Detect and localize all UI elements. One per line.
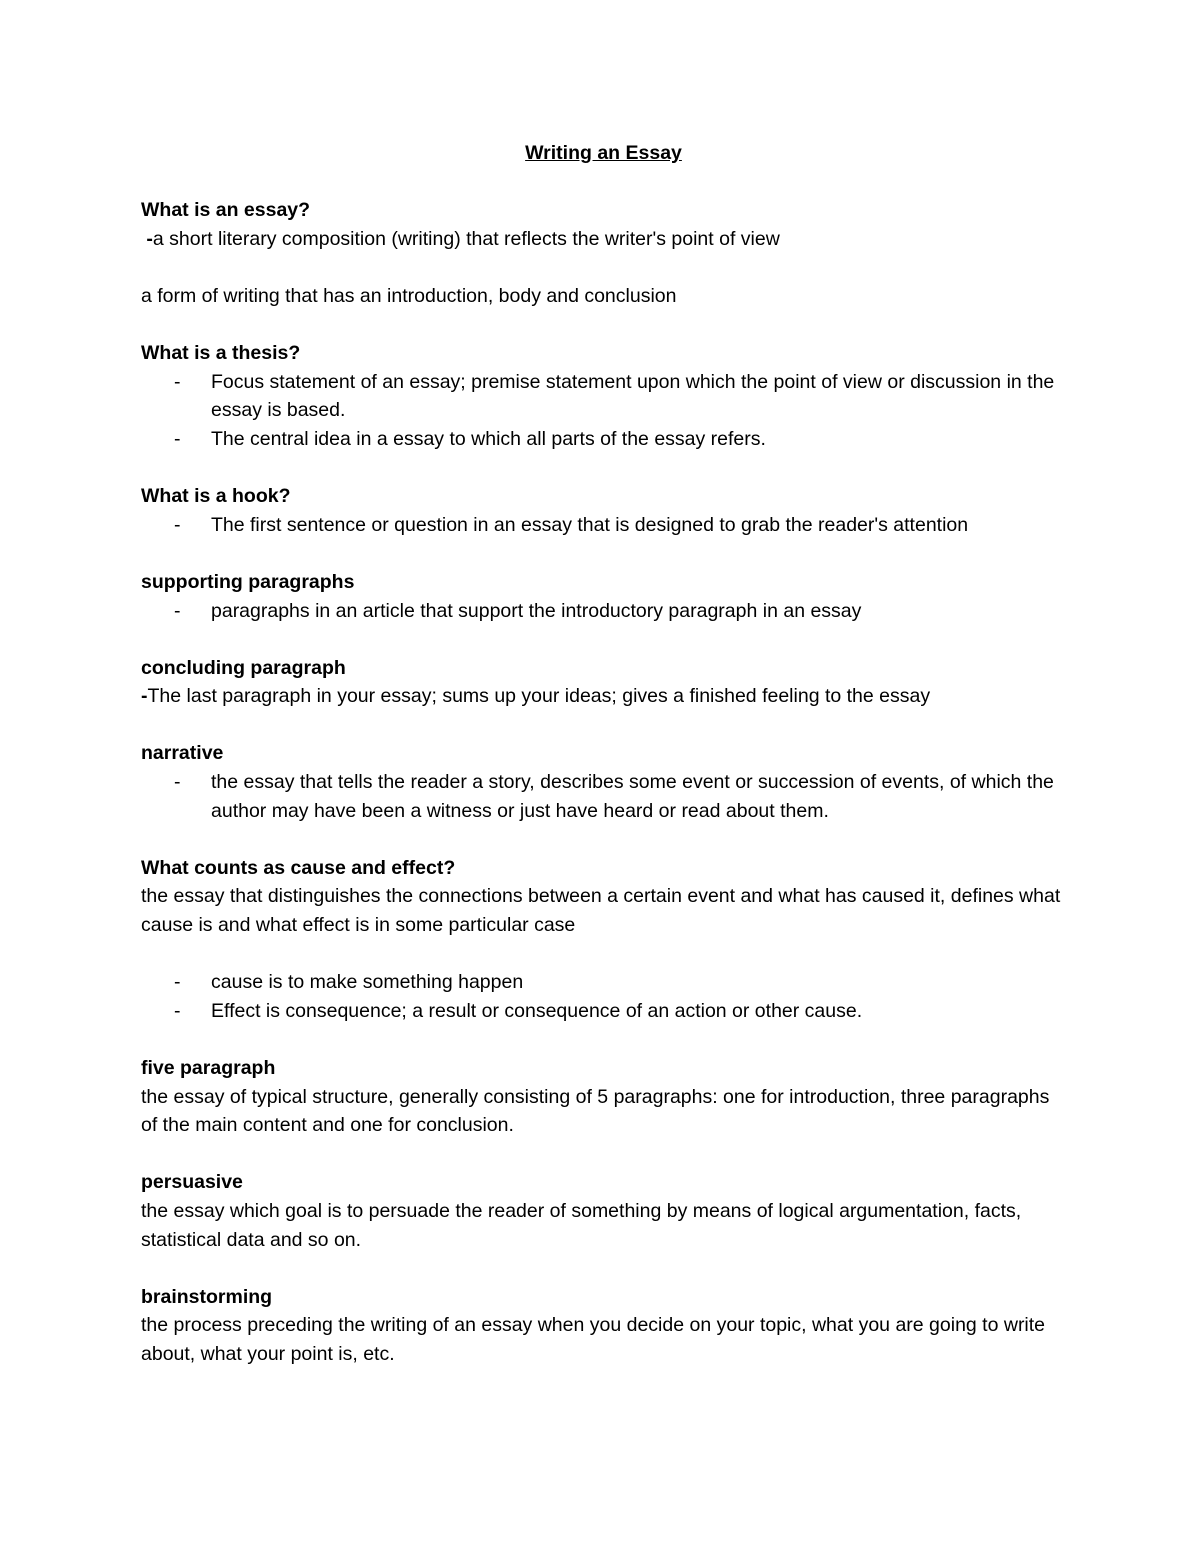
section-heading: What is a hook? — [141, 485, 291, 508]
dash-marker: - — [141, 685, 148, 708]
list-item — [141, 511, 1066, 540]
definition-text: the process preceding the writing of an essay when you decide on your topic, what you are going to write about, what your point is, etc. — [141, 1314, 1046, 1365]
section-heading: What counts as cause and effect? — [141, 856, 456, 879]
bullet-list — [141, 368, 1066, 454]
list-item — [141, 368, 1066, 425]
section-what-is-a-hook — [141, 482, 1066, 539]
list-item — [141, 597, 1066, 626]
section-supporting-paragraphs — [141, 568, 1066, 625]
section-heading: narrative — [141, 742, 224, 765]
list-item — [141, 968, 1066, 997]
list-item-text: Focus statement of an essay; premise statement upon which the point of view or discussion in the essay is based. — [211, 370, 1055, 422]
section-what-is-a-thesis — [141, 339, 1066, 453]
section-narrative — [141, 739, 1066, 825]
definition-text: the essay that distinguishes the connections between a certain event and what has caused it, defines what cause is and what effect is in some particular case — [141, 885, 1061, 937]
list-item — [141, 997, 1066, 1026]
definition-extra: a form of writing that has an introduction, body and conclusion — [141, 284, 677, 307]
definition-text: a short literary composition (writing) that reflects the writer's point of view — [152, 227, 780, 250]
section-persuasive — [141, 1168, 1066, 1254]
spacer — [141, 940, 1066, 969]
section-heading: What is an essay? — [141, 199, 311, 222]
document-title: Writing an Essay — [525, 142, 682, 164]
dash-bullet: - — [174, 427, 181, 450]
dash-bullet: - — [174, 370, 181, 393]
section-concluding-paragraph — [141, 654, 1066, 711]
section-heading: persuasive — [141, 1171, 243, 1194]
section-what-is-an-essay — [141, 196, 1066, 310]
section-heading: five paragraph — [141, 1057, 276, 1079]
dash-bullet: - — [174, 599, 181, 622]
dash-bullet: - — [174, 513, 181, 536]
section-heading: concluding paragraph — [141, 656, 346, 679]
section-five-paragraph — [141, 1054, 1066, 1140]
list-item — [141, 425, 1066, 454]
definition-text: the essay of typical structure, generally consisting of 5 paragraphs: one for introduction, three paragraphs of the main content and one for conclusion. — [141, 1085, 1050, 1137]
section-brainstorming — [141, 1283, 1066, 1369]
list-item-text: the essay that tells the reader a story, describes some event or succession of events, of which the author may have been a witness or just have heard or read about them. — [211, 771, 1054, 822]
dash-bullet: - — [174, 999, 181, 1022]
bullet-list — [141, 511, 1066, 540]
definition-line — [141, 225, 1066, 254]
definition-text: The last paragraph in your essay; sums up your ideas; gives a finished feeling to the essay — [147, 685, 931, 708]
list-item-text: cause is to make something happen — [211, 971, 524, 994]
section-heading: brainstorming — [141, 1285, 273, 1308]
definition-text: the essay which goal is to persuade the reader of something by means of logical argumentation, facts, statistical data and so on. — [141, 1199, 1022, 1251]
list-item-text: The first sentence or question in an essay that is designed to grab the reader's attention — [211, 513, 969, 536]
list-item-text: Effect is consequence; a result or consequence of an action or other cause. — [211, 999, 863, 1022]
bullet-list — [141, 768, 1066, 825]
definition-line — [141, 682, 1066, 711]
bullet-list — [141, 597, 1066, 626]
list-item — [141, 768, 1066, 825]
section-heading: What is a thesis? — [141, 342, 301, 365]
list-item-text: The central idea in a essay to which all parts of the essay refers. — [211, 427, 766, 450]
spacer — [141, 253, 1066, 282]
document-body — [141, 139, 1066, 1397]
dash-bullet: - — [174, 771, 181, 794]
dash-bullet: - — [174, 971, 181, 994]
section-cause-and-effect — [141, 854, 1066, 1026]
section-heading: supporting paragraphs — [141, 570, 355, 593]
dash-marker: - — [146, 227, 153, 250]
bullet-list — [141, 968, 1066, 1025]
list-item-text: paragraphs in an article that support the introductory paragraph in an essay — [211, 599, 862, 622]
